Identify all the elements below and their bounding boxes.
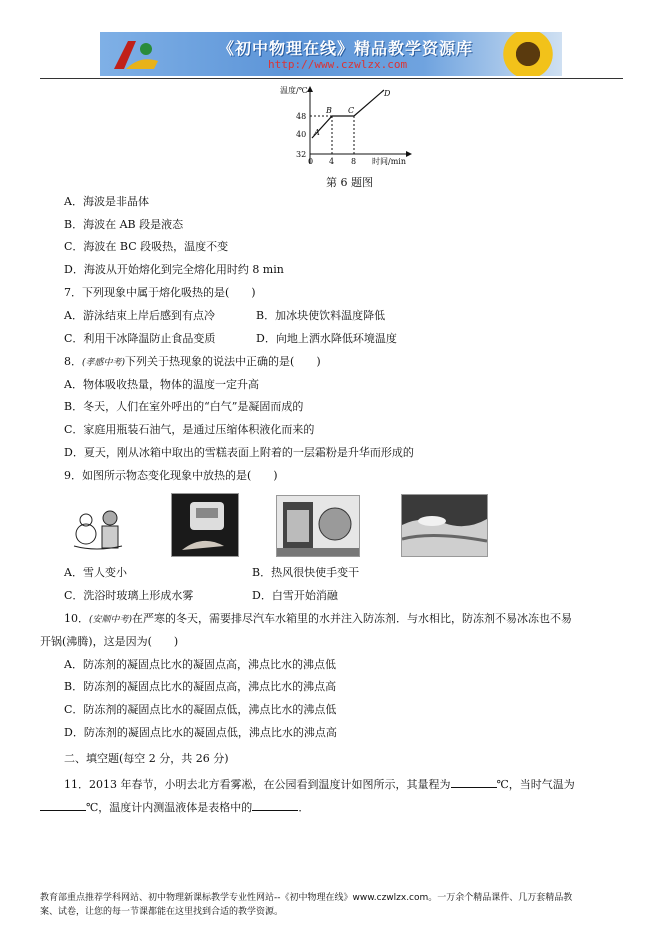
- y-label: 温度/℃: [280, 86, 308, 95]
- q11-part1: 11．2013 年春节，小明去北方看雾凇，在公园看到温度计如图所示，其量程为: [64, 778, 451, 791]
- x-tick-8: 8: [351, 157, 357, 166]
- figure-6-caption: 第 6 题图: [326, 176, 373, 189]
- snowman-image: [66, 496, 128, 554]
- q10-option-b: B．防冻剂的凝固点比水的凝固点高，沸点比水的沸点高: [64, 680, 337, 693]
- y-tick-48: 48: [296, 112, 307, 121]
- header-banner: [100, 32, 562, 76]
- q11-part3: ℃，温度计内测温液体是表格中的: [86, 801, 253, 814]
- q10-option-d: D．防冻剂的凝固点比水的凝固点低，沸点比水的沸点高: [64, 726, 337, 739]
- q8-question: 下列关于热现象的说法中正确的是( ): [125, 355, 321, 368]
- x-label: 时间/min: [372, 157, 406, 166]
- hand-dryer-image: [171, 493, 239, 557]
- q8-source: (孝感中考): [82, 358, 126, 368]
- q11-line1: [64, 778, 575, 792]
- q8-option-a: A．物体吸收热量，物体的温度一定升高: [64, 378, 259, 391]
- q7-option-b: B．加冰块使饮料温度降低: [256, 309, 386, 322]
- q11-line2: [40, 801, 309, 815]
- q10-number: 10．: [64, 612, 89, 625]
- q10-option-c: C．防冻剂的凝固点比水的凝固点低，沸点比水的沸点低: [64, 703, 337, 716]
- banner-url: http://www.czwlzx.com: [268, 58, 408, 71]
- q6-option-c: C．海波在 BC 段吸热，温度不变: [64, 240, 229, 253]
- site-logo-icon: [106, 35, 166, 73]
- q9-option-b: B．热风很快使手变干: [252, 566, 360, 579]
- q9-option-c: C．洗浴时玻璃上形成水雾: [64, 589, 194, 602]
- x-tick-0: 0: [308, 157, 314, 166]
- x-tick-4: 4: [329, 157, 335, 166]
- q6-option-a: A．海波是非晶体: [64, 195, 149, 208]
- bathroom-mirror-image: [276, 495, 360, 557]
- q7-option-d: D．向地上洒水降低环境温度: [256, 332, 397, 345]
- q8-option-c: C．家庭用瓶装石油气，是通过压缩体积液化而来的: [64, 423, 315, 436]
- figure-6-graph: [280, 84, 420, 168]
- x-axis-arrow: [406, 151, 412, 157]
- sunflower-icon: [500, 32, 556, 76]
- header-divider: [40, 78, 623, 79]
- melting-snow-image: [401, 494, 488, 557]
- q7-stem: 7．下列现象中属于熔化吸热的是( ): [64, 286, 256, 299]
- q10-stem-line1: [64, 612, 572, 627]
- q11-part4: ．: [298, 801, 310, 814]
- q10-source: (安顺中考): [89, 615, 133, 625]
- q9-stem: 9．如图所示物态变化现象中放热的是( ): [64, 469, 278, 482]
- q7-option-a: A．游泳结束上岸后感到有点冷: [64, 309, 215, 322]
- q8-option-b: B．冬天，人们在室外呼出的“白气”是凝固而成的: [64, 400, 304, 413]
- q8-option-d: D．夏天，刚从冰箱中取出的雪糕表面上附着的一层霜粉是升华而形成的: [64, 446, 414, 459]
- banner-title: 《初中物理在线》精品教学资源库: [218, 39, 474, 58]
- point-b: B: [326, 106, 332, 115]
- q6-option-d: D．海波从开始熔化到完全熔化用时约 8 min: [64, 263, 284, 276]
- q11-blank-liquid[interactable]: [252, 810, 298, 811]
- q10-option-a: A．防冻剂的凝固点比水的凝固点高，沸点比水的沸点低: [64, 658, 336, 671]
- q10-question: 在严寒的冬天，需要排尽汽车水箱里的水并注入防冻剂．与水相比，防冻剂不易冰冻也不易: [132, 612, 573, 625]
- q10-stem-line2: 开锅(沸腾)，这是因为( ): [40, 635, 179, 648]
- y-tick-40: 40: [296, 130, 307, 139]
- q9-option-a: A．雪人变小: [64, 566, 127, 579]
- footer-line-2: 案、试卷，让您的每一节课都能在这里找到合适的教学资源。: [40, 907, 284, 917]
- q11-blank-range[interactable]: [451, 787, 497, 788]
- page-footer: [40, 891, 623, 919]
- point-c: C: [348, 106, 355, 115]
- q11-blank-temperature[interactable]: [40, 810, 86, 811]
- section-2-heading: 二、填空题(每空 2 分，共 26 分): [64, 752, 229, 765]
- q8-number: 8．: [64, 355, 82, 368]
- q9-option-d: D．白雪开始消融: [252, 589, 338, 602]
- q7-option-c: C．利用干冰降温防止食品变质: [64, 332, 216, 345]
- point-d: D: [384, 89, 391, 98]
- point-a: A: [314, 128, 320, 137]
- q8-stem: [64, 355, 321, 370]
- q11-part2: ℃，当时气温为: [496, 778, 575, 791]
- y-tick-32: 32: [296, 150, 307, 159]
- q6-option-b: B．海波在 AB 段是液态: [64, 218, 184, 231]
- footer-line-1: 教育部重点推荐学科网站、初中物理新课标教学专业性网站--《初中物理在线》www.czwlzx.com。一万余个精品课件、几万套精品教: [40, 893, 573, 903]
- y-axis-arrow: [307, 86, 313, 92]
